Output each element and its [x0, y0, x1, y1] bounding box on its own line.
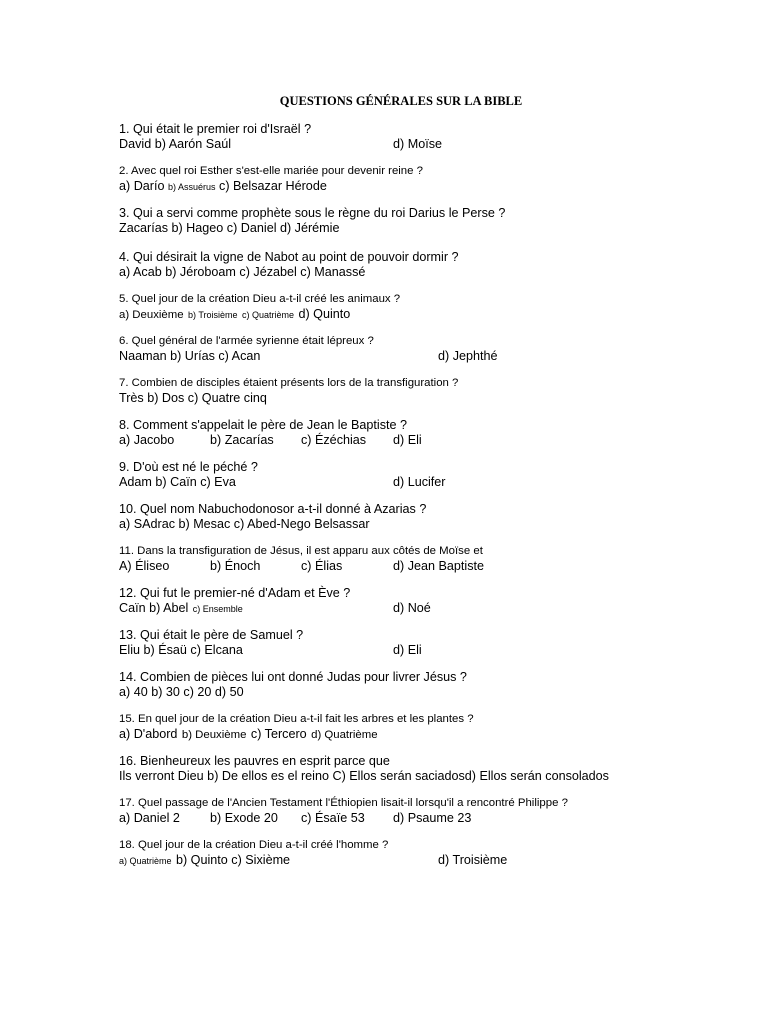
answer-line — [119, 601, 243, 616]
question-text: 1. Qui était le premier roi d'Israël ? — [119, 122, 312, 136]
answer-options: a) Acab b) Jéroboam c) Jézabel c) Manassé — [119, 265, 366, 279]
answer-a: a) Darío — [119, 179, 165, 193]
answer-b: b) Exode 20 — [210, 811, 278, 825]
question-text: 9. D'où est né le péché ? — [119, 460, 258, 474]
answer-c: c) Belsazar Hérode — [219, 179, 327, 193]
question-text: 3. Qui a servi comme prophète sous le règne du roi Darius le Perse ? — [119, 206, 506, 220]
answer-c: c) Élias — [301, 559, 343, 573]
answer-d: d) Quatrième — [311, 729, 378, 741]
answer-a: a) Jacobo — [119, 433, 175, 447]
question-text: 15. En quel jour de la création Dieu a-t-il fait les arbres et les plantes ? — [119, 713, 474, 725]
answer-c: c) Ézéchias — [301, 433, 367, 447]
answer-d: d) Eli — [393, 433, 422, 447]
answer-options: a) 40 b) 30 c) 20 d) 50 — [119, 685, 244, 699]
answer-b: b) Troisième — [188, 310, 238, 320]
question-text: 10. Quel nom Nabuchodonosor a-t-il donné à Azarias ? — [119, 502, 427, 516]
answer-right: d) Lucifer — [393, 475, 446, 489]
question-text: 4. Qui désirait la vigne de Nabot au point de pouvoir dormir ? — [119, 250, 459, 264]
answer-right: d) Troisième — [438, 853, 508, 867]
answer-b: b) Deuxième — [181, 729, 247, 741]
answer-line — [119, 179, 327, 194]
answer-b-c: b) Quinto c) Sixième — [175, 853, 291, 867]
answer-b: b) Énoch — [210, 559, 261, 573]
answer-line — [119, 137, 231, 151]
answer-b: b) Assuérus — [168, 182, 216, 192]
document-title: QUESTIONS GÉNÉRALES SUR LA BIBLE — [279, 94, 523, 108]
answer-a: A) Éliseo — [119, 559, 170, 573]
question-text: 6. Quel général de l'armée syrienne était lépreux ? — [119, 335, 374, 347]
answer-d: d) Quinto — [298, 307, 351, 321]
answer-d: d) Jean Baptiste — [393, 559, 485, 573]
answer-c: c) Ésaïe 53 — [301, 811, 365, 825]
answer-line — [119, 853, 290, 868]
question-text: 2. Avec quel roi Esther s'est-elle mariée pour devenir reine ? — [119, 165, 423, 177]
answer-c: c) Ensemble — [192, 604, 243, 614]
answer-a: a) Daniel 2 — [119, 811, 180, 825]
answer-right: d) Noé — [393, 601, 431, 615]
question-text: 16. Bienheureux les pauvres en esprit parce que — [119, 754, 390, 768]
answer-options: Ils verront Dieu b) De ellos es el reino C) Ellos serán saciadosd) Ellos serán consolados — [119, 769, 609, 783]
question-text: 14. Combien de pièces lui ont donné Judas pour livrer Jésus ? — [119, 670, 467, 684]
answer-options: Très b) Dos c) Quatre cinq — [119, 391, 267, 405]
answer-a-b: Caïn b) Abel — [119, 601, 189, 615]
answer-line — [119, 727, 378, 742]
question-text: 7. Combien de disciples étaient présents lors de la transfiguration ? — [119, 377, 459, 389]
question-text: 12. Qui fut le premier-né d'Adam et Ève ? — [119, 586, 351, 600]
answer-options: Naaman b) Urías c) Acan — [119, 349, 261, 363]
answer-c: c) Tercero — [250, 727, 307, 741]
answer-options: David b) Aarón Saúl — [119, 137, 232, 151]
answer-right: d) Moïse — [393, 137, 442, 151]
answer-a: a) Quatrième — [119, 856, 172, 866]
answer-options: Adam b) Caïn c) Eva — [119, 475, 236, 489]
answer-c: c) Quatrième — [242, 310, 295, 320]
answer-a: a) Deuxième — [119, 309, 184, 321]
answer-b: b) Zacarías — [210, 433, 274, 447]
question-text: 8. Comment s'appelait le père de Jean le Baptiste ? — [119, 418, 408, 432]
answer-d: d) Psaume 23 — [393, 811, 472, 825]
answer-options: a) SAdrac b) Mesac c) Abed-Nego Belsassar — [119, 517, 370, 531]
question-text: 18. Quel jour de la création Dieu a-t-il créé l'homme ? — [119, 839, 389, 851]
question-text: 17. Quel passage de l'Ancien Testament l'Éthiopien lisait-il lorsqu'il a rencontré Philippe ? — [119, 797, 568, 809]
answer-right: d) Jephthé — [438, 349, 498, 363]
answer-options: Zacarías b) Hageo c) Daniel d) Jérémie — [119, 221, 340, 235]
answer-right: d) Eli — [393, 643, 422, 657]
answer-line — [119, 307, 350, 322]
question-text: 11. Dans la transfiguration de Jésus, il est apparu aux côtés de Moïse et — [119, 545, 483, 557]
question-text: 13. Qui était le père de Samuel ? — [119, 628, 304, 642]
answer-options: Eliu b) Ésaü c) Elcana — [119, 643, 243, 657]
question-text: 5. Quel jour de la création Dieu a-t-il créé les animaux ? — [119, 293, 401, 305]
answer-a: a) D'abord — [119, 727, 178, 741]
